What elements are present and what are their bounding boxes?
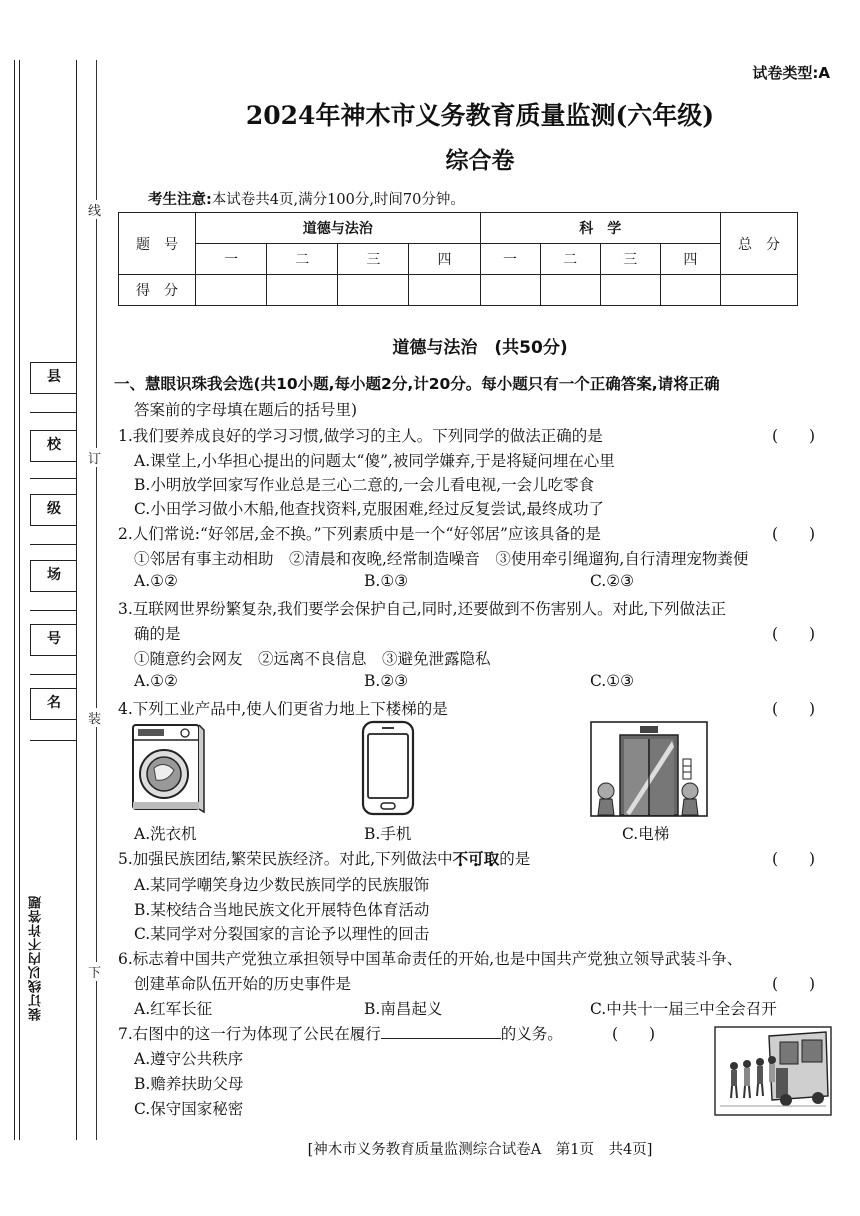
question-7-stem	[118, 1022, 563, 1044]
score-col: 四	[660, 244, 720, 275]
question-5-stem-pre: 5.加强民族团结,繁荣民族经济。对此,下列做法中	[118, 850, 453, 868]
side-field-county: 县	[30, 362, 77, 394]
question-6-option-a: A.红军长征	[134, 1000, 213, 1018]
answer-bracket-1[interactable]: ( )	[772, 427, 816, 445]
binding-mark-xia: 下	[88, 962, 101, 981]
binding-warning-note: 装订线以内不许答题	[29, 895, 44, 1021]
question-2-option-b: B.①③	[364, 572, 409, 590]
question-4-stem: 4.下列工业产品中,使人们更省力地上下楼梯的是	[118, 700, 448, 718]
score-table-group-morality: 道德与法治	[196, 213, 481, 244]
score-cell[interactable]	[540, 275, 600, 306]
score-cell[interactable]	[338, 275, 409, 306]
score-col: 四	[409, 244, 480, 275]
question-3-option-a: A.①②	[134, 672, 178, 690]
side-field-name: 名	[30, 688, 77, 720]
binding-line-inner	[19, 60, 20, 1140]
question-3-option-b: B.②③	[364, 672, 409, 690]
question-6-option-b: B.南昌起义	[364, 1000, 443, 1018]
washing-machine-illustration	[130, 722, 206, 814]
emphasis-char: 不	[452, 849, 469, 868]
question-6-stem-line1: 6.标志着中国共产党独立承担领导中国革命责任的开始,也是中国共产党独立领导武装斗争、	[118, 950, 743, 968]
score-cell-total[interactable]	[721, 275, 798, 306]
bus-boarding-illustration	[714, 1026, 832, 1116]
score-table-group-science: 科 学	[480, 213, 721, 244]
section-title: 道德与法治 (共50分)	[392, 338, 568, 358]
side-field-grade: 级	[30, 494, 77, 526]
part1-heading-line2: 答案前的字母填在题后的括号里)	[134, 401, 358, 419]
question-1-option-c: C.小田学习做小木船,他查找资料,克服困难,经过反复尝试,最终成功了	[134, 500, 604, 518]
answer-bracket-2[interactable]: ( )	[772, 525, 816, 543]
question-3-stem-line1: 3.互联网世界纷繁复杂,我们要学会保护自己,同时,还要做到不伤害别人。对此,下列做法正	[118, 600, 726, 618]
side-field-exam-room: 场	[30, 560, 77, 592]
question-7-stem-pre: 7.右图中的这一行为体现了公民在履行	[118, 1025, 381, 1043]
question-3-items: ①随意约会网友 ②远离不良信息 ③避免泄露隐私	[134, 650, 491, 668]
page-footer: [神木市义务教育质量监测综合试卷A 第1页 共4页]	[307, 1142, 653, 1158]
notice-label: 考生注意:	[148, 192, 212, 208]
score-cell[interactable]	[600, 275, 660, 306]
question-1-option-a: A.课堂上,小华担心提出的问题太“傻”,被同学嫌弃,于是将疑问埋在心里	[134, 452, 615, 470]
emphasis-char: 可	[468, 849, 484, 868]
side-field-school: 校	[30, 430, 77, 462]
binding-mark-zhuang: 装	[88, 708, 101, 727]
question-7-option-c: C.保守国家秘密	[134, 1100, 244, 1118]
mobile-phone-illustration	[360, 720, 416, 816]
answer-bracket-5[interactable]: ( )	[772, 850, 816, 868]
question-2-option-a: A.①②	[134, 572, 178, 590]
question-3-option-c: C.①③	[590, 672, 635, 690]
score-cell[interactable]	[480, 275, 540, 306]
elevator-illustration	[590, 721, 708, 817]
binding-mark-xian: 线	[88, 200, 101, 219]
question-2-option-c: C.②③	[590, 572, 635, 590]
score-cell[interactable]	[660, 275, 720, 306]
score-col: 二	[540, 244, 600, 275]
question-2-stem: 2.人们常说:“好邻居,金不换。”下列素质中是一个“好邻居”应该具备的是	[118, 525, 601, 543]
score-table-total: 总 分	[721, 213, 798, 275]
side-field-number: 号	[30, 624, 77, 656]
question-5-stem-post: 的是	[499, 850, 531, 868]
notice-text: 本试卷共4页,满分100分,时间70分钟。	[211, 192, 465, 208]
score-cell[interactable]	[267, 275, 338, 306]
answer-bracket-7[interactable]: ( )	[612, 1025, 656, 1043]
question-4-option-a: A.洗衣机	[134, 825, 197, 843]
page-title: 2024年神木市义务教育质量监测(六年级)	[245, 101, 715, 130]
fill-in-blank[interactable]	[381, 1024, 501, 1039]
question-5-option-a: A.某同学嘲笑身边少数民族同学的民族服饰	[134, 876, 430, 894]
score-cell[interactable]	[409, 275, 480, 306]
question-7-option-b: B.赡养扶助父母	[134, 1075, 244, 1093]
question-3-stem-line2: 确的是	[134, 625, 181, 643]
score-table	[118, 212, 798, 306]
question-1-stem: 1.我们要养成良好的学习习惯,做学习的主人。下列同学的做法正确的是	[118, 427, 603, 445]
score-col: 三	[600, 244, 660, 275]
question-4-option-b: B.手机	[364, 825, 412, 843]
question-5-stem	[118, 847, 530, 869]
score-cell[interactable]	[196, 275, 267, 306]
score-col: 二	[267, 244, 338, 275]
binding-mark-ding: 订	[88, 448, 101, 467]
question-7-option-a: A.遵守公共秩序	[134, 1050, 244, 1068]
answer-bracket-4[interactable]: ( )	[772, 700, 816, 718]
emphasis-char: 取	[483, 849, 500, 868]
question-2-items: ①邻居有事主动相助 ②清晨和夜晚,经常制造噪音 ③使用牵引绳遛狗,自行清理宠物粪便	[134, 550, 749, 568]
page-subtitle: 综合卷	[445, 148, 515, 174]
score-col: 一	[196, 244, 267, 275]
binding-line-outer	[14, 60, 15, 1140]
answer-bracket-3[interactable]: ( )	[772, 625, 816, 643]
part1-heading-line1: 一、慧眼识珠我会选(共10小题,每小题2分,计20分。每小题只有一个正确答案,请将正确	[114, 375, 720, 393]
paper-type: 试卷类型:A	[752, 64, 830, 82]
question-4-option-c: C.电梯	[622, 825, 670, 843]
score-table-score-label: 得 分	[119, 275, 196, 306]
score-col: 一	[480, 244, 540, 275]
question-1-option-b: B.小明放学回家写作业总是三心二意的,一会儿看电视,一会儿吃零食	[134, 476, 595, 494]
score-table-row-header: 题 号	[119, 213, 196, 275]
exam-notice	[148, 188, 465, 209]
question-6-stem-line2: 创建革命队伍开始的历史事件是	[134, 975, 352, 993]
binding-line-mid	[76, 60, 77, 1140]
question-5-option-c: C.某同学对分裂国家的言论予以理性的回击	[134, 925, 430, 943]
question-5-option-b: B.某校结合当地民族文化开展特色体育活动	[134, 901, 430, 919]
question-7-stem-post: 的义务。	[500, 1025, 563, 1043]
answer-bracket-6[interactable]: ( )	[772, 975, 816, 993]
score-col: 三	[338, 244, 409, 275]
question-6-option-c: C.中共十一届三中全会召开	[590, 1000, 777, 1018]
